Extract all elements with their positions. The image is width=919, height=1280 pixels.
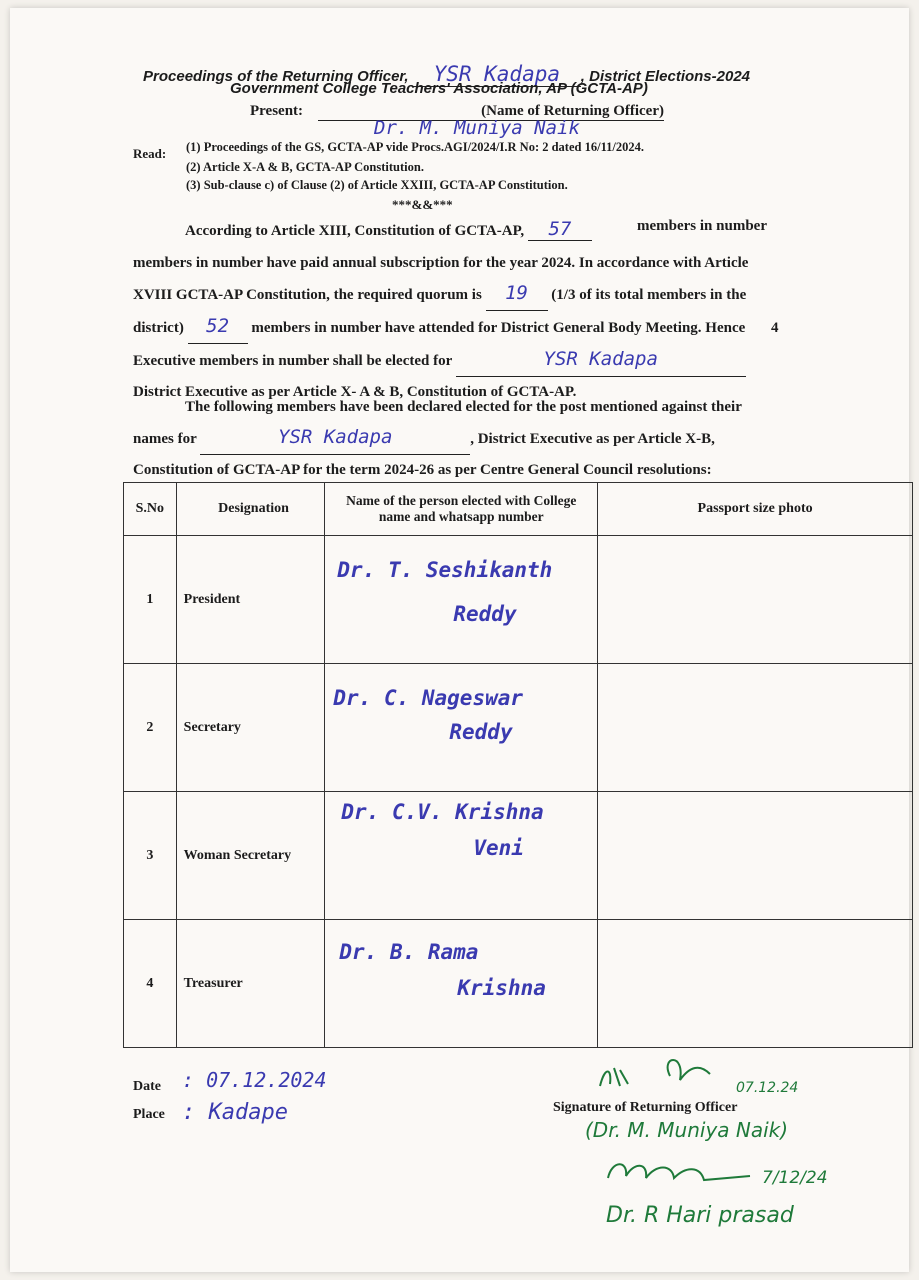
officer-name-handwritten: (Dr. M. Muniya Naik) [585, 1118, 789, 1142]
read-item-2: (2) Article X-A & B, GCTA-AP Constitution. [186, 160, 424, 174]
read-separator: ***&&*** [392, 197, 453, 212]
table-header-row [124, 483, 913, 536]
header-line-2: Government College Teachers' Association, AP (GCTA-AP) [230, 80, 648, 97]
date-label: Date [133, 1079, 161, 1094]
place-value: : Kadape [182, 1100, 288, 1125]
table-row [124, 792, 913, 920]
photo-cell [598, 536, 913, 664]
returning-officer-name: Dr. M. Muniya Naik [374, 117, 580, 139]
para2-district-handwritten: YSR Kadapa [278, 426, 393, 448]
photo-cell [598, 664, 913, 792]
read-item-1: (1) Proceedings of the GS, GCTA-AP vide Procs.AGI/2024/I.R No: 2 dated 16/11/2024. [186, 140, 644, 154]
second-signature-date: 7/12/24 [762, 1168, 828, 1188]
row-designation: Treasurer [176, 920, 325, 1048]
row-name [325, 536, 598, 664]
row-designation: Woman Secretary [176, 792, 325, 920]
row-sno: 4 [124, 920, 177, 1048]
header-sno: S.No [124, 483, 177, 536]
attended-count-handwritten: 52 [206, 315, 230, 337]
photo-cell [598, 792, 913, 920]
header-suffix: , District Elections-2024 [580, 68, 751, 85]
row-sno: 3 [124, 792, 177, 920]
row-sno: 1 [124, 536, 177, 664]
signature-date: 07.12.24 [736, 1080, 799, 1096]
returning-officer-caption: (Name of Returning Officer) [318, 103, 664, 121]
second-signer-name: Dr. R Hari prasad [606, 1203, 794, 1228]
row-designation: President [176, 536, 325, 664]
read-label: Read: [133, 146, 167, 161]
elected-members-table [123, 482, 913, 1048]
signature-caption: Signature of Returning Officer [553, 1100, 738, 1115]
name-line-2: Veni [473, 836, 524, 860]
para1-line1: According to Article XIII, Constitution of GCTA-AP, 57 [185, 218, 592, 241]
table-row [124, 920, 913, 1048]
name-line-1: Dr. B. Rama [339, 940, 479, 964]
para1-line1-tail: members in number [637, 218, 767, 234]
header-name: Name of the person elected with College name and whatsapp number [325, 483, 598, 536]
header-photo: Passport size photo [598, 483, 913, 536]
para1-district-handwritten: YSR Kadapa [543, 348, 658, 370]
table-row [124, 664, 913, 792]
para2-body: The following members have been declared elected for the post mentioned against their names for YSR Kadapa , District Executive as per Article X-B, Constitution of GCTA-AP for the term 2024-26 as per Centre General Council resolutions: [133, 399, 742, 478]
name-line-1: Dr. T. Seshikanth [337, 558, 553, 582]
members-count-handwritten: 57 [548, 218, 572, 240]
name-line-2: Reddy [453, 602, 517, 626]
name-line-2: Reddy [449, 720, 513, 744]
second-signature [600, 1152, 760, 1188]
name-line-1: Dr. C.V. Krishna [341, 800, 544, 824]
row-name [325, 664, 598, 792]
row-sno: 2 [124, 664, 177, 792]
present-label: Present: [250, 103, 304, 119]
para1-body: members in number have paid annual subscription for the year 2024. In accordance with Article XVIII GCTA-AP Constitution, the required quorum is 19 (1/3 of its total members in the district) 52 members in number have attended for District General Body Meeting. Hence 4 Executive members in number shall be elected for YSR Kadapa District Executive as per Article X- A & B, Constitution of GCTA-AP. [133, 255, 779, 400]
header-designation: Designation [176, 483, 325, 536]
header-prefix: Proceedings of the Returning Officer, [143, 68, 409, 85]
row-designation: Secretary [176, 664, 325, 792]
header-district-handwritten: YSR Kadapa [433, 62, 560, 86]
photo-cell [598, 920, 913, 1048]
returning-officer-signature [590, 1046, 720, 1098]
exec-count: 4 [771, 320, 779, 336]
row-name [325, 920, 598, 1048]
quorum-handwritten: 19 [505, 282, 528, 304]
place-label: Place [133, 1107, 165, 1122]
name-line-2: Krishna [457, 976, 546, 1000]
date-value: : 07.12.2024 [182, 1068, 327, 1092]
read-item-3: (3) Sub-clause c) of Clause (2) of Article XXIII, GCTA-AP Constitution. [186, 178, 568, 192]
name-line-1: Dr. C. Nageswar [333, 686, 524, 710]
row-name [325, 792, 598, 920]
table-row [124, 536, 913, 664]
